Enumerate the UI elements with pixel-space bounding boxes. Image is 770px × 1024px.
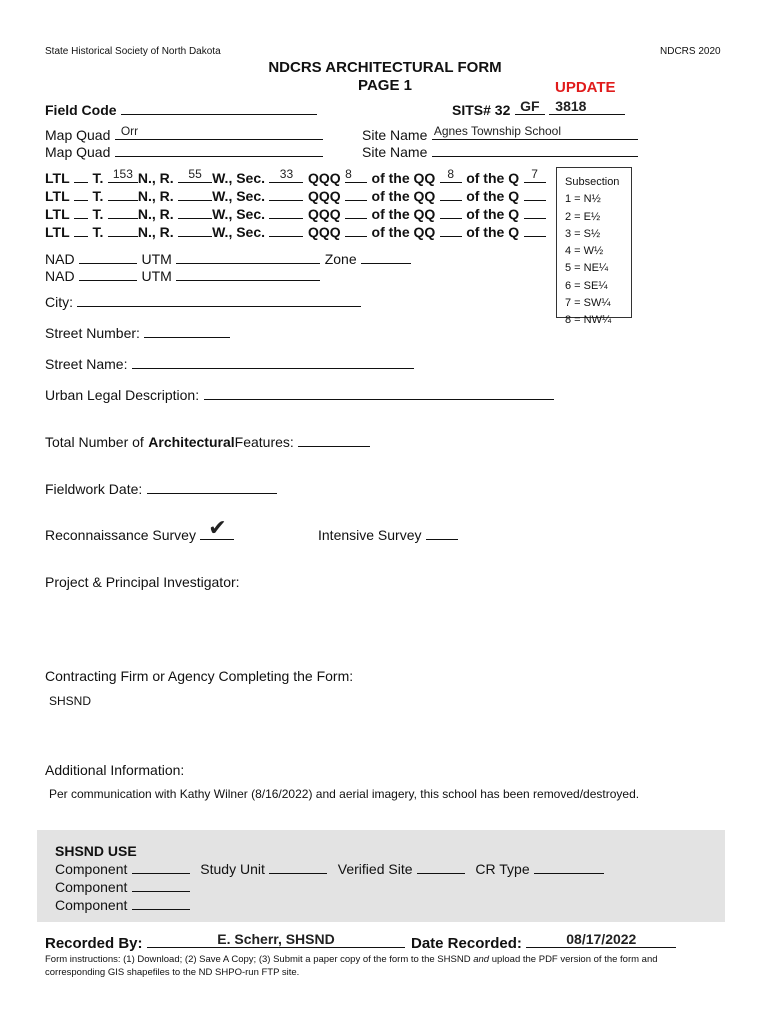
org-name: State Historical Society of North Dakota	[45, 46, 221, 57]
qqq-label: QQQ	[307, 224, 341, 240]
utm-input[interactable]	[176, 251, 320, 264]
fieldwork-date-row	[45, 481, 277, 499]
t-value: 153	[112, 167, 133, 181]
subsection-item: 1 = N½	[565, 193, 601, 206]
w-sec-label: W., Sec.	[212, 188, 266, 204]
qq-input[interactable]	[440, 224, 462, 237]
zone-label: Zone	[324, 251, 357, 267]
t-label: T.	[92, 188, 104, 204]
shsnd-row-2	[55, 879, 190, 897]
site-name-row-2	[362, 144, 638, 162]
intensive-survey-checkbox[interactable]	[426, 527, 458, 540]
subsection-title: Subsection	[565, 176, 620, 188]
street-name-label: Street Name:	[45, 356, 128, 372]
subsection-item: 3 = S½	[565, 227, 601, 240]
street-name-input[interactable]	[132, 356, 414, 369]
site-name-label: Site Name	[362, 144, 428, 160]
q-input[interactable]	[524, 188, 546, 201]
total-features-label-suffix: Features:	[234, 434, 294, 450]
qqq-input[interactable]	[345, 167, 367, 183]
date-recorded-value: 08/17/2022	[566, 931, 637, 947]
recon-survey-row	[45, 515, 234, 545]
component-input[interactable]	[132, 897, 190, 910]
sec-input[interactable]	[269, 188, 303, 201]
of-q-label: of the Q	[466, 206, 520, 222]
recorded-by-label: Recorded By:	[45, 935, 143, 952]
w-sec-label: W., Sec.	[212, 170, 266, 186]
component-label: Component	[55, 861, 128, 877]
zone-input[interactable]	[361, 251, 411, 264]
ltl-row-3	[45, 206, 546, 224]
map-quad-row-2	[45, 144, 323, 162]
component-input[interactable]	[132, 879, 190, 892]
r-input[interactable]	[178, 224, 212, 237]
map-quad-row-1	[45, 124, 323, 145]
site-name-input-1[interactable]	[432, 124, 638, 140]
recon-survey-checkbox[interactable]	[200, 515, 234, 540]
study-unit-input[interactable]	[269, 861, 327, 874]
qqq-label: QQQ	[307, 188, 341, 204]
subsection-item: 7 = SW¼	[565, 297, 611, 310]
ltl-row-1	[45, 167, 546, 188]
n-r-label: N., R.	[137, 206, 174, 222]
qq-value: 8	[447, 167, 455, 181]
sits-prefix-value: GF	[520, 98, 540, 114]
recorded-by-value: E. Scherr, SHSND	[217, 931, 335, 947]
site-name-input-2[interactable]	[432, 144, 638, 157]
form-id: NDCRS 2020	[660, 46, 721, 57]
qq-input[interactable]	[440, 188, 462, 201]
site-name-label: Site Name	[362, 127, 428, 143]
t-label: T.	[92, 206, 104, 222]
subsection-item: 4 = W½	[565, 245, 604, 258]
additional-label: Additional Information:	[45, 762, 185, 778]
ltl-input[interactable]	[74, 170, 88, 183]
n-r-label: N., R.	[137, 170, 174, 186]
contracting-value[interactable]: SHSND	[49, 694, 92, 708]
qqq-label: QQQ	[307, 170, 341, 186]
urban-legal-label: Urban Legal Description:	[45, 387, 200, 403]
r-input[interactable]	[178, 206, 212, 219]
study-unit-label: Study Unit	[200, 861, 265, 877]
urban-legal-row	[45, 387, 554, 405]
sec-value: 33	[279, 167, 294, 181]
subsection-legend	[556, 167, 632, 327]
verified-site-label: Verified Site	[337, 861, 413, 877]
sits-row	[452, 98, 625, 120]
map-quad-input-1[interactable]	[115, 124, 323, 140]
additional-value[interactable]: Per communication with Kathy Wilner (8/16/2022) and aerial imagery, this school has been removed/destroyed.	[49, 787, 640, 801]
fieldwork-date-label: Fieldwork Date:	[45, 481, 143, 497]
shsnd-row-1	[55, 861, 604, 879]
site-name-value-1: Agnes Township School	[433, 124, 562, 138]
form-title: NDCRS ARCHITECTURAL FORM	[268, 59, 502, 76]
map-quad-label: Map Quad	[45, 144, 111, 160]
field-code-row	[45, 102, 317, 120]
q-input[interactable]	[524, 224, 546, 237]
recorded-by-input[interactable]	[147, 933, 405, 948]
nad-row-1	[45, 251, 411, 269]
q-value: 7	[531, 167, 538, 181]
t-input[interactable]	[108, 206, 138, 219]
ltl-label: LTL	[45, 188, 70, 204]
sits-prefix-field[interactable]	[515, 98, 545, 115]
ltl-label: LTL	[45, 224, 70, 240]
r-value: 55	[188, 167, 202, 181]
q-input[interactable]	[524, 167, 546, 183]
n-r-label: N., R.	[137, 224, 174, 240]
city-label: City:	[45, 294, 73, 310]
subsection-item: 2 = E½	[565, 210, 601, 223]
of-qq-label: of the QQ	[371, 224, 436, 240]
sits-number-value: 3818	[555, 98, 587, 114]
t-input[interactable]	[108, 188, 138, 201]
total-features-label-bold: Architectural	[148, 434, 235, 450]
date-recorded-input[interactable]	[526, 933, 676, 948]
sec-input[interactable]	[269, 224, 303, 237]
qqq-input[interactable]	[345, 224, 367, 237]
intensive-survey-label: Intensive Survey	[318, 527, 422, 543]
fieldwork-date-input[interactable]	[147, 481, 277, 494]
sec-input[interactable]	[269, 206, 303, 219]
of-qq-label: of the QQ	[371, 206, 436, 222]
qqq-input[interactable]	[345, 206, 367, 219]
intensive-survey-row	[318, 527, 458, 545]
utm-input[interactable]	[176, 268, 320, 281]
ltl-input[interactable]	[74, 206, 88, 219]
date-recorded-row	[411, 933, 676, 953]
sits-label: SITS# 32	[452, 102, 511, 118]
of-qq-label: of the QQ	[371, 170, 436, 186]
field-code-label: Field Code	[45, 102, 117, 118]
footer-instructions-2: corresponding GIS shapefiles to the ND SHPO-run FTP site.	[45, 967, 300, 978]
update-badge: UPDATE	[555, 79, 616, 96]
component-label: Component	[55, 897, 128, 913]
ltl-input[interactable]	[74, 188, 88, 201]
cr-type-label: CR Type	[475, 861, 530, 877]
w-sec-label: W., Sec.	[212, 206, 266, 222]
ltl-label: LTL	[45, 206, 70, 222]
total-features-row	[45, 434, 370, 452]
project-pi-label: Project & Principal Investigator:	[45, 574, 240, 590]
of-q-label: of the Q	[466, 170, 520, 186]
contracting-label: Contracting Firm or Agency Completing the Form:	[45, 668, 354, 684]
subsection-item: 6 = SE¼	[565, 279, 608, 292]
nad-row-2	[45, 268, 320, 286]
ltl-row-2	[45, 188, 546, 206]
ltl-row-4	[45, 224, 546, 242]
field-code-input[interactable]	[121, 102, 317, 115]
cr-type-input[interactable]	[534, 861, 604, 874]
nad-input[interactable]	[79, 251, 137, 264]
city-input[interactable]	[77, 294, 361, 307]
of-qq-label: of the QQ	[371, 188, 436, 204]
of-q-label: of the Q	[466, 224, 520, 240]
n-r-label: N., R.	[137, 188, 174, 204]
map-quad-label: Map Quad	[45, 127, 111, 143]
shsnd-row-3	[55, 897, 190, 915]
qq-input[interactable]	[440, 167, 462, 183]
t-input[interactable]	[108, 167, 138, 183]
qqq-label: QQQ	[307, 206, 341, 222]
subsection-item: 5 = NE¼	[565, 262, 609, 275]
qq-input[interactable]	[440, 206, 462, 219]
q-input[interactable]	[524, 206, 546, 219]
r-input[interactable]	[178, 188, 212, 201]
shsnd-use-title: SHSND USE	[55, 843, 137, 859]
nad-label: NAD	[45, 268, 75, 284]
component-label: Component	[55, 879, 128, 895]
map-quad-input-2[interactable]	[115, 144, 323, 157]
footer-instructions: Form instructions: (1) Download; (2) Save A Copy; (3) Submit a paper copy of the form to the SHSND and upload the PDF version of the form and	[45, 954, 658, 965]
sits-number-field[interactable]	[549, 98, 625, 115]
qqq-input[interactable]	[345, 188, 367, 201]
street-name-row	[45, 356, 414, 374]
nad-label: NAD	[45, 251, 75, 267]
urban-legal-input[interactable]	[204, 387, 554, 400]
of-q-label: of the Q	[466, 188, 520, 204]
city-row	[45, 294, 361, 312]
t-label: T.	[92, 170, 104, 186]
total-features-input[interactable]	[298, 434, 370, 447]
component-input[interactable]	[132, 861, 190, 874]
t-input[interactable]	[108, 224, 138, 237]
recorded-by-row	[45, 933, 405, 953]
street-number-input[interactable]	[144, 325, 230, 338]
recon-survey-label: Reconnaissance Survey	[45, 527, 196, 543]
r-input[interactable]	[178, 167, 212, 183]
ltl-label: LTL	[45, 170, 70, 186]
w-sec-label: W., Sec.	[212, 224, 266, 240]
utm-label: UTM	[141, 268, 172, 284]
checkmark-icon: ✔	[208, 515, 227, 540]
nad-input[interactable]	[79, 268, 137, 281]
subsection-item: 8 = NW¼	[565, 314, 612, 327]
page-label: PAGE 1	[358, 77, 412, 94]
t-label: T.	[92, 224, 104, 240]
map-quad-value-1: Orr	[120, 124, 139, 138]
qqq-value: 8	[345, 167, 352, 181]
street-number-row	[45, 325, 230, 343]
sec-input[interactable]	[269, 167, 303, 183]
utm-label: UTM	[141, 251, 172, 267]
street-number-label: Street Number:	[45, 325, 140, 341]
total-features-label: Total Number of	[45, 434, 144, 450]
date-recorded-label: Date Recorded:	[411, 935, 522, 952]
verified-site-input[interactable]	[417, 861, 465, 874]
ltl-input[interactable]	[74, 224, 88, 237]
site-name-row-1	[362, 124, 638, 145]
